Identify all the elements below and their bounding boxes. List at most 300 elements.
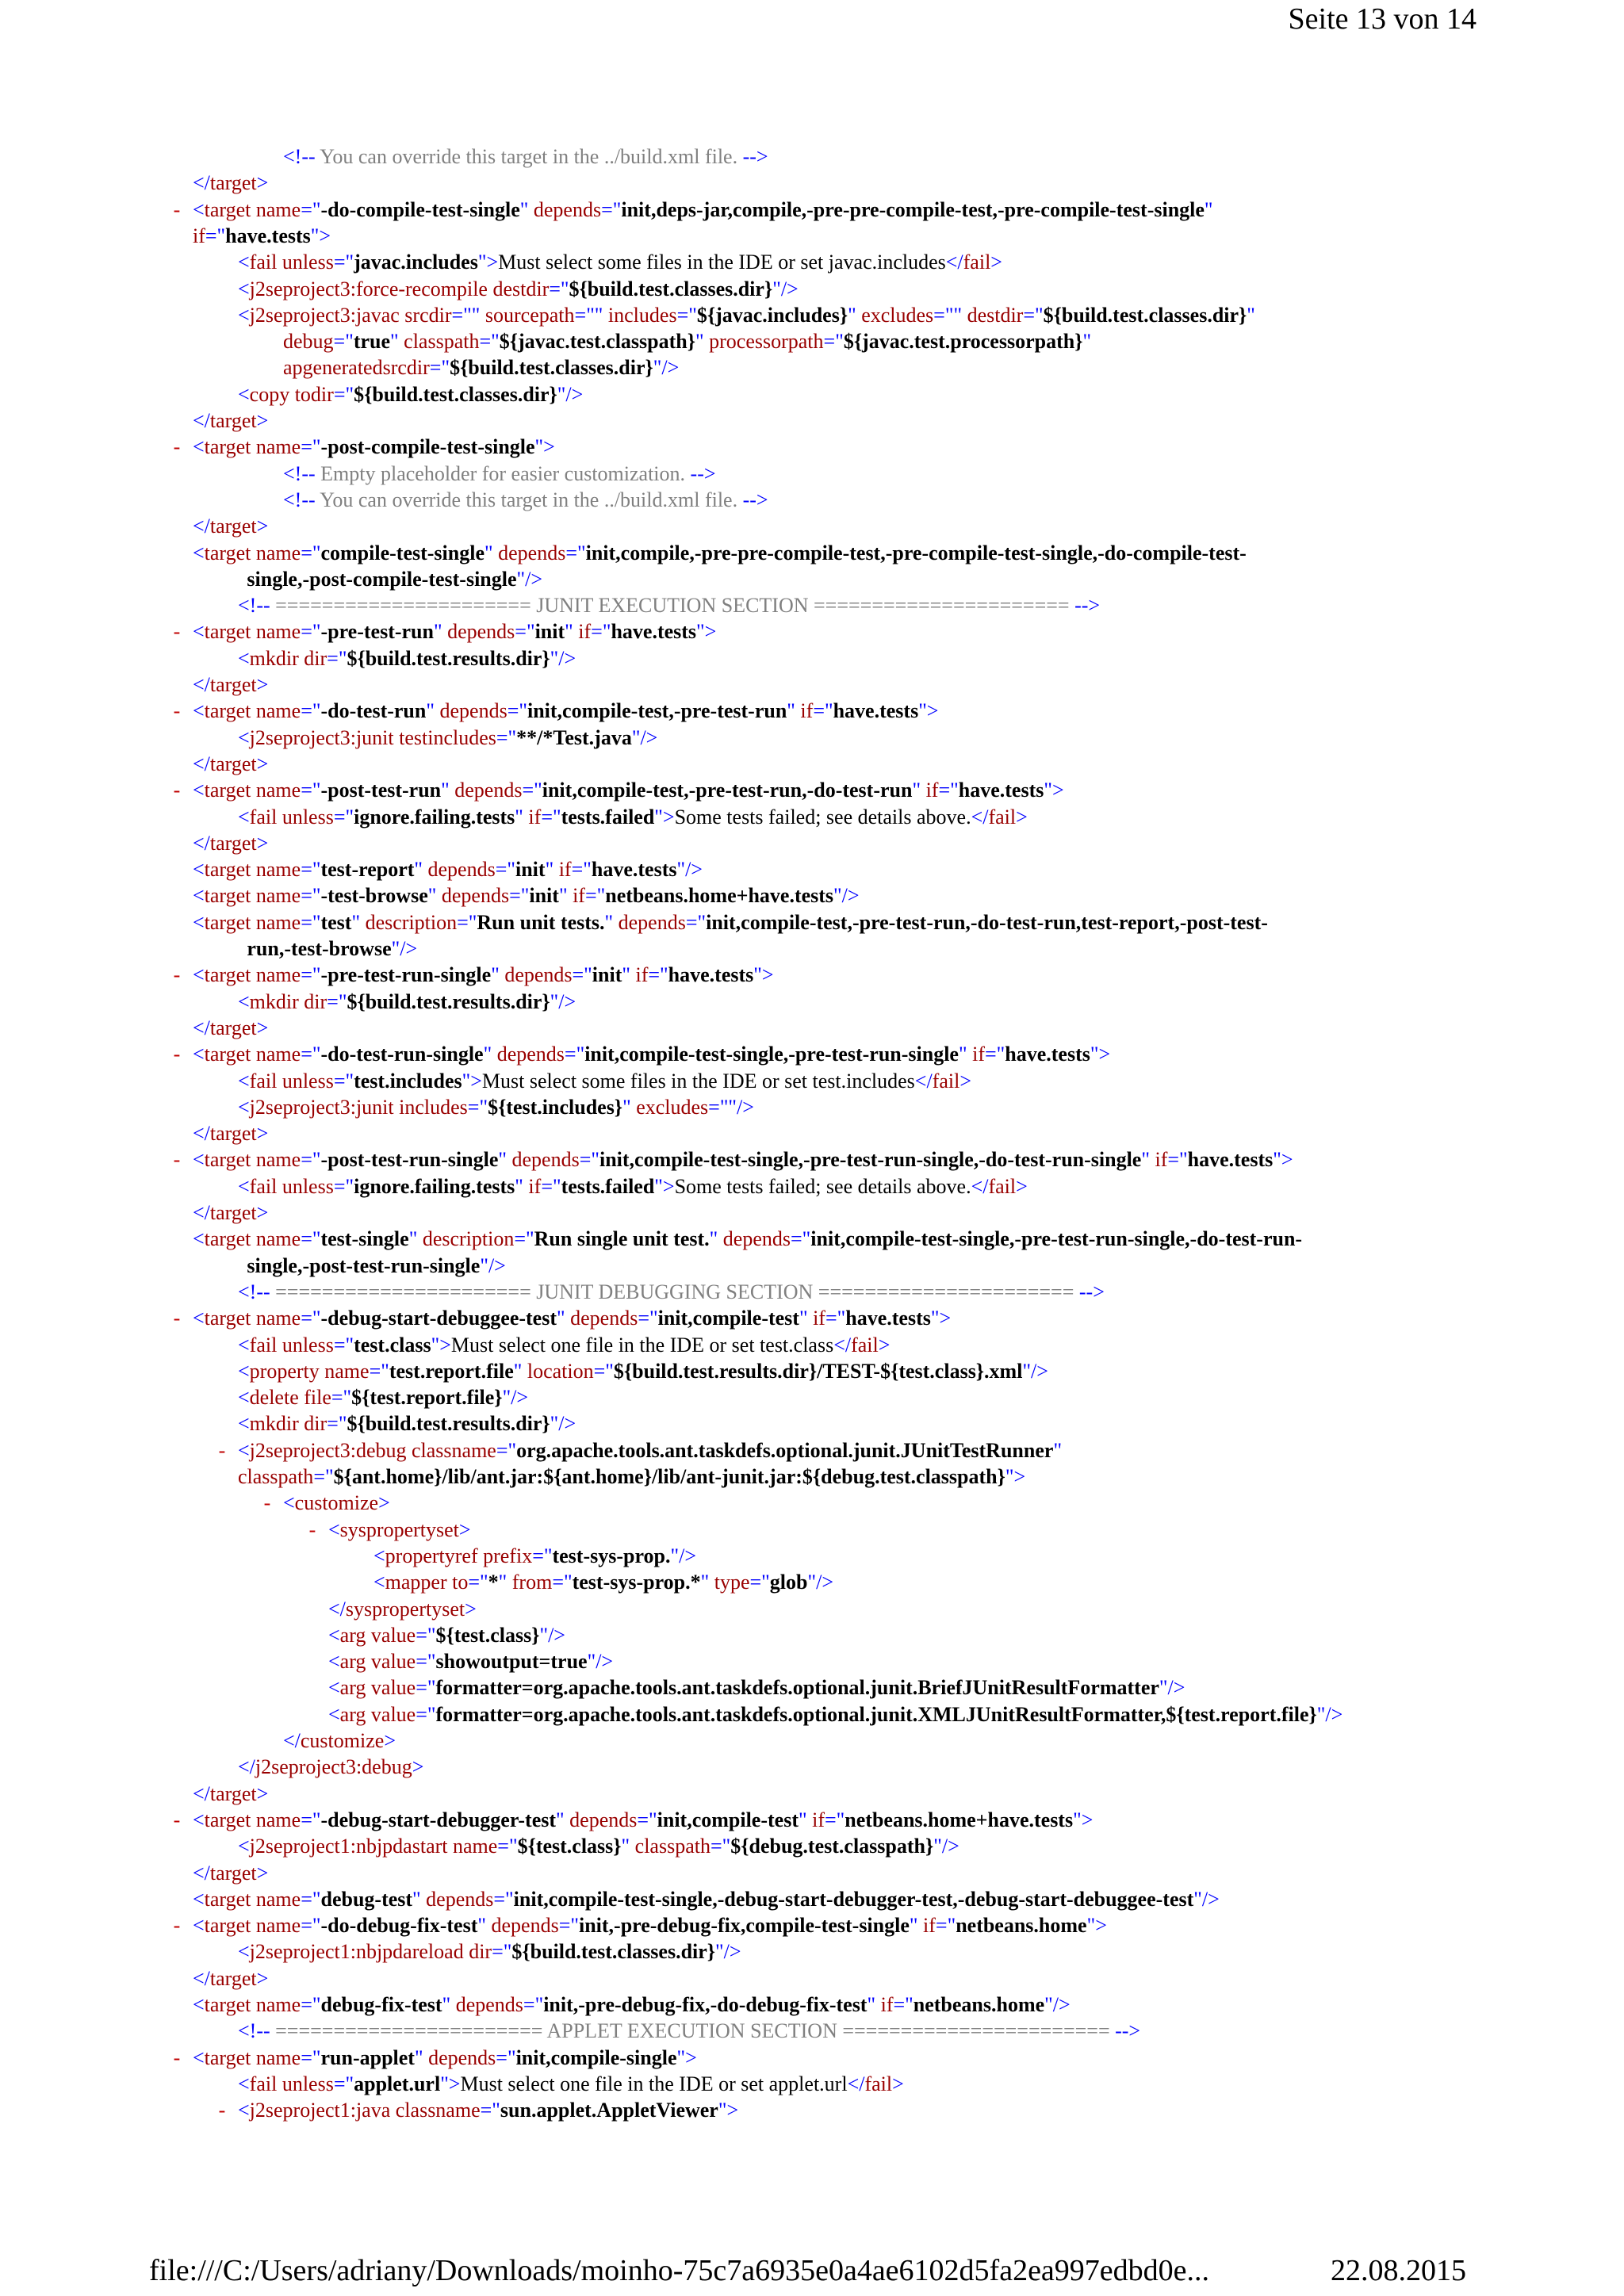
xml-token: =" xyxy=(492,1940,512,1964)
xml-token: ${build.test.classes.dir} xyxy=(569,277,773,300)
xml-token: =" xyxy=(893,1993,914,2016)
xml-code xyxy=(193,170,268,196)
xml-token: < xyxy=(193,1307,205,1330)
xml-token: Must select one file in the IDE or set test.class xyxy=(450,1333,834,1357)
xml-code xyxy=(283,487,768,513)
xml-code xyxy=(238,2097,738,2123)
xml-token: tests.failed xyxy=(561,1174,655,1198)
xml-code xyxy=(193,1886,1220,1912)
xml-token: test.report.file xyxy=(389,1359,514,1383)
xml-token: > xyxy=(1016,1174,1028,1198)
xml-token: " xyxy=(519,197,534,221)
xml-token: "> xyxy=(431,1333,451,1357)
xml-code xyxy=(193,434,555,460)
collapse-toggle[interactable]: - xyxy=(218,1438,226,1462)
xml-token: <!-- xyxy=(238,1280,276,1303)
xml-token: depends xyxy=(455,1993,523,2016)
xml-token: < xyxy=(193,197,205,221)
xml-token: if xyxy=(800,699,814,723)
xml-token: =" xyxy=(301,1887,321,1911)
xml-token: =" xyxy=(457,910,477,934)
xml-token: target name xyxy=(204,541,301,564)
xml-token: if xyxy=(193,224,205,247)
xml-code xyxy=(238,276,799,302)
xml-token: > xyxy=(256,171,269,195)
xml-token: > xyxy=(256,1966,269,1990)
xml-token: =" xyxy=(301,779,321,802)
collapse-toggle[interactable]: - xyxy=(173,435,181,459)
xml-code xyxy=(283,354,679,381)
xml-token: </ xyxy=(328,1597,346,1621)
xml-token: netbeans.home+have.tests xyxy=(605,884,834,908)
xml-token: "/> xyxy=(391,937,418,960)
xml-token: j2seproject1:nbjpdareload dir xyxy=(249,1940,492,1964)
xml-code xyxy=(238,989,576,1015)
xml-token: ${build.test.results.dir} xyxy=(347,989,550,1013)
xml-token: if xyxy=(1155,1148,1168,1172)
collapse-toggle[interactable]: - xyxy=(173,699,181,723)
xml-token: depends xyxy=(618,910,686,934)
xml-token: " xyxy=(414,2045,429,2069)
xml-token: </ xyxy=(193,1122,210,1146)
xml-token: depends xyxy=(498,541,566,564)
xml-token: arg value xyxy=(339,1623,416,1647)
xml-token: "> xyxy=(654,805,675,828)
print-date: 22.08.2015 xyxy=(1331,2254,1466,2287)
xml-token: ${build.test.classes.dir} xyxy=(511,1940,716,1964)
xml-token: -do-debug-fix-test xyxy=(320,1914,478,1938)
xml-token: < xyxy=(193,1887,205,1911)
xml-token: =" xyxy=(333,1174,354,1198)
xml-token: depends xyxy=(426,1887,494,1911)
xml-token: < xyxy=(238,1333,250,1357)
xml-token: < xyxy=(193,541,205,564)
xml-token: </ xyxy=(193,831,210,855)
xml-token: j2seproject3:debug xyxy=(255,1755,412,1779)
xml-token: "/> xyxy=(550,989,576,1013)
xml-code xyxy=(283,328,1091,354)
xml-token: target xyxy=(209,831,257,855)
collapse-toggle[interactable]: - xyxy=(173,620,181,644)
xml-token: "/> xyxy=(631,725,658,749)
xml-token: =" xyxy=(331,1386,352,1410)
xml-code xyxy=(238,645,576,672)
xml-token: -do-compile-test-single xyxy=(320,197,520,221)
xml-code xyxy=(238,1410,576,1437)
xml-token: init,compile-test-single,-pre-test-run-single,-do-test-run- xyxy=(810,1227,1303,1251)
xml-code xyxy=(193,882,860,909)
xml-token: debug-fix-test xyxy=(320,1993,442,2016)
xml-token: test.class xyxy=(354,1333,431,1357)
xml-token: < xyxy=(193,779,205,802)
xml-token: customize xyxy=(300,1729,385,1752)
xml-token: fail unless xyxy=(249,251,334,274)
xml-token: </ xyxy=(238,1755,255,1779)
collapse-toggle[interactable]: - xyxy=(173,1043,181,1066)
xml-token: init,compile-test xyxy=(657,1307,799,1330)
xml-token: =" xyxy=(333,382,354,406)
xml-token: =" xyxy=(333,1069,354,1093)
xml-token: ${build.test.results.dir}/TEST-${test.class}.xml xyxy=(613,1359,1023,1383)
collapse-toggle[interactable]: - xyxy=(173,1307,181,1330)
xml-token: > xyxy=(256,752,269,775)
xml-token: single,-post-compile-test-single xyxy=(247,567,517,591)
xml-token: =" xyxy=(938,779,959,802)
xml-token: have.tests xyxy=(668,963,754,987)
xml-token: * xyxy=(488,1571,499,1594)
xml-token: > xyxy=(256,1122,269,1146)
xml-token: fail unless xyxy=(249,805,334,828)
xml-token: > xyxy=(256,1861,269,1885)
xml-token: --> xyxy=(737,488,768,511)
xml-token: init xyxy=(529,884,559,908)
xml-token: =" xyxy=(301,1993,321,2016)
xml-code xyxy=(193,856,703,882)
xml-token: ${build.test.classes.dir} xyxy=(1043,303,1247,327)
xml-token: depends xyxy=(454,779,523,802)
xml-token: -debug-start-debuggee-test xyxy=(320,1307,557,1330)
xml-token: "> xyxy=(696,620,717,644)
xml-token: =" xyxy=(493,1887,514,1911)
xml-token: --> xyxy=(1074,1280,1105,1303)
xml-token: target xyxy=(209,1966,257,1990)
collapse-toggle[interactable]: - xyxy=(308,1517,316,1541)
xml-token: "/> xyxy=(1193,1887,1220,1911)
xml-token: =" xyxy=(984,1043,1005,1066)
xml-token: target name xyxy=(204,620,301,644)
xml-code xyxy=(328,1648,613,1674)
page-number: Seite 13 von 14 xyxy=(1288,2,1477,36)
xml-token: < xyxy=(238,303,250,327)
xml-token: "/> xyxy=(670,1544,697,1567)
xml-token: " xyxy=(414,858,428,882)
xml-token: "/> xyxy=(715,1940,741,1964)
xml-token: ${test.class} xyxy=(517,1835,622,1858)
xml-token: Some tests failed; see details above. xyxy=(674,1174,971,1198)
xml-token: target xyxy=(209,409,257,432)
xml-code xyxy=(193,1146,1293,1173)
xml-token: have.tests xyxy=(591,858,677,882)
xml-code xyxy=(193,1781,268,1807)
xml-token: " xyxy=(515,1174,529,1198)
collapse-toggle[interactable]: - xyxy=(173,1148,181,1172)
xml-token: =" xyxy=(301,884,321,908)
xml-code xyxy=(238,1938,741,1965)
xml-token: target name xyxy=(204,197,301,221)
xml-token: =" xyxy=(497,1835,518,1858)
xml-token: =" xyxy=(749,1571,770,1594)
xml-token: target xyxy=(209,752,257,775)
xml-token: netbeans.home xyxy=(913,1993,1045,2016)
xml-token: fail xyxy=(864,2072,893,2095)
xml-token: " xyxy=(604,910,619,934)
xml-token: =" xyxy=(825,1307,846,1330)
xml-token: =" xyxy=(532,1544,553,1567)
xml-token: "> xyxy=(654,1174,675,1198)
xml-token: < xyxy=(238,725,250,749)
xml-token: "> xyxy=(930,1307,952,1330)
xml-token: depends xyxy=(722,1227,791,1251)
xml-token: true xyxy=(353,330,391,354)
xml-token: </ xyxy=(193,1781,210,1805)
xml-token: " xyxy=(515,805,529,828)
xml-token: =" xyxy=(676,303,697,327)
xml-token: =" xyxy=(648,963,668,987)
xml-token: mkdir dir xyxy=(249,989,327,1013)
xml-token: ${ant.home}/lib/ant.jar:${ant.home}/lib/ant-junit.jar:${debug.test.classpath} xyxy=(333,1465,1005,1488)
xml-code xyxy=(193,751,268,777)
collapse-toggle[interactable]: - xyxy=(173,2045,181,2069)
xml-token: -test-browse xyxy=(320,884,428,908)
xml-token: ${debug.test.classpath} xyxy=(730,1835,934,1858)
xml-code xyxy=(193,1015,268,1041)
collapse-toggle[interactable]: - xyxy=(263,1491,271,1515)
xml-token: test-sys-prop. xyxy=(552,1544,671,1567)
xml-token: formatter=org.apache.tools.ant.taskdefs.optional.junit.XMLJUnitResultFormatter,${test.report.file} xyxy=(435,1702,1317,1726)
xml-token: init,deps-jar,compile,-pre-pre-compile-test,-pre-compile-test-single xyxy=(621,197,1205,221)
xml-token: init,compile,-pre-pre-compile-test,-pre-compile-test-single,-do-compile-test- xyxy=(585,541,1247,564)
xml-token: < xyxy=(328,1676,340,1700)
xml-token: property name xyxy=(249,1359,370,1383)
collapse-toggle[interactable]: - xyxy=(173,1808,181,1831)
xml-code xyxy=(238,2071,904,2097)
xml-token: depends xyxy=(428,2045,496,2069)
xml-token: =" xyxy=(327,1412,347,1436)
xml-code xyxy=(373,1569,833,1595)
collapse-toggle[interactable]: - xyxy=(218,2099,226,2122)
xml-token: if xyxy=(635,963,649,987)
xml-token: target name xyxy=(204,1993,301,2016)
xml-token: > xyxy=(378,1491,390,1515)
xml-token: > xyxy=(256,831,269,855)
xml-token: "> xyxy=(918,699,939,723)
xml-token: =" xyxy=(301,435,321,459)
xml-token: "/> xyxy=(539,1623,565,1647)
xml-code xyxy=(193,540,1247,566)
xml-token: syspropertyset xyxy=(345,1597,465,1621)
xml-token: < xyxy=(238,1174,250,1198)
xml-token: if xyxy=(813,1307,825,1330)
xml-token: =" xyxy=(429,356,450,380)
xml-token: < xyxy=(238,277,250,300)
xml-code xyxy=(238,302,1255,328)
xml-token: " xyxy=(700,1571,714,1594)
xml-token: j2seproject3:junit includes xyxy=(249,1095,468,1119)
xml-token: apgeneratedsrcdir xyxy=(283,356,430,380)
xml-token: excludes xyxy=(861,303,934,327)
xml-token: if xyxy=(528,1174,542,1198)
xml-token: =" xyxy=(313,1465,334,1488)
collapse-toggle[interactable]: - xyxy=(173,779,181,802)
xml-token: </ xyxy=(193,1016,210,1039)
xml-token: " xyxy=(408,1227,423,1251)
file-path: file:///C:/Users/adriany/Downloads/moinho-75c7a6935e0a4ae6102d5fa2ea997edbd0e... xyxy=(149,2254,1210,2287)
xml-token: > xyxy=(256,1201,269,1224)
xml-token: "/> xyxy=(772,277,799,300)
xml-token: =" xyxy=(496,725,517,749)
xml-code xyxy=(238,381,583,408)
xml-token: depends xyxy=(504,963,573,987)
xml-token: if xyxy=(558,858,572,882)
xml-token: fail unless xyxy=(249,2072,334,2095)
xml-token: </ xyxy=(193,1861,210,1885)
xml-token: < xyxy=(238,1095,250,1119)
xml-token: </ xyxy=(193,673,210,696)
xml-token: > xyxy=(256,409,269,432)
xml-token: </ xyxy=(971,805,989,828)
collapse-toggle[interactable]: - xyxy=(173,1914,181,1938)
xml-token: target xyxy=(209,673,257,696)
xml-token: > xyxy=(256,1781,269,1805)
collapse-toggle[interactable]: - xyxy=(173,963,181,987)
xml-token: arg value xyxy=(339,1702,416,1726)
xml-token: > xyxy=(1016,805,1028,828)
xml-token: =" xyxy=(514,1227,534,1251)
xml-token: =" xyxy=(416,1650,436,1674)
xml-token: "> xyxy=(1090,1043,1111,1066)
xml-token: ${build.test.classes.dir} xyxy=(450,356,653,380)
xml-token: > xyxy=(412,1755,424,1779)
xml-token: init,compile-test,-pre-test-run xyxy=(527,699,787,723)
xml-code xyxy=(238,1094,754,1120)
xml-token: have.tests xyxy=(958,779,1044,802)
xml-token: < xyxy=(193,963,205,987)
xml-code xyxy=(193,408,268,434)
xml-token: =" xyxy=(935,1914,956,1938)
xml-token: =" xyxy=(416,1623,436,1647)
xml-token: classpath xyxy=(404,330,480,354)
xml-token: showoutput=true xyxy=(435,1650,588,1674)
xml-code xyxy=(373,1543,696,1569)
xml-token: "/> xyxy=(1022,1359,1048,1383)
xml-token: have.tests xyxy=(1187,1148,1274,1172)
xml-token: init xyxy=(534,620,565,644)
xml-token: " xyxy=(867,1993,881,2016)
xml-token: =" xyxy=(571,858,592,882)
xml-token: processorpath xyxy=(709,330,824,354)
xml-token: " xyxy=(1141,1148,1155,1172)
xml-token: "/> xyxy=(933,1835,959,1858)
xml-token: You can override this target in the ../build.xml file. xyxy=(320,145,738,168)
xml-token: "> xyxy=(718,2099,739,2122)
xml-token: =" xyxy=(301,197,321,221)
xml-token: depends xyxy=(441,884,510,908)
xml-token: debug xyxy=(283,330,334,354)
xml-token: test-single xyxy=(320,1227,409,1251)
xml-token: =" xyxy=(468,1571,488,1594)
xml-token: < xyxy=(238,1438,250,1462)
xml-token: " xyxy=(557,1307,571,1330)
xml-token: < xyxy=(238,1940,250,1964)
xml-token: < xyxy=(193,435,205,459)
xml-token: arg value xyxy=(339,1650,416,1674)
xml-token: <!-- xyxy=(283,461,321,485)
xml-code xyxy=(193,618,716,645)
xml-token: target xyxy=(209,1781,257,1805)
xml-token: ====================== JUNIT DEBUGGING SECTION ====================== xyxy=(275,1280,1074,1303)
xml-token: "> xyxy=(534,435,555,459)
xml-code xyxy=(238,249,1002,275)
xml-token: depends xyxy=(447,620,515,644)
xml-token: </ xyxy=(193,515,210,538)
xml-token: ====================== JUNIT EXECUTION SECTION ====================== xyxy=(275,594,1070,618)
xml-token: j2seproject1:nbjpdastart name xyxy=(249,1835,498,1858)
xml-token: "/> xyxy=(1316,1702,1343,1726)
xml-token: <!-- xyxy=(283,488,320,511)
xml-token: -debug-start-debugger-test xyxy=(320,1808,557,1831)
xml-code xyxy=(193,962,774,988)
xml-code xyxy=(238,1332,890,1358)
xml-code xyxy=(193,1200,268,1226)
xml-token: type xyxy=(714,1571,750,1594)
xml-token: =" xyxy=(710,1835,731,1858)
xml-token: debug-test xyxy=(320,1887,413,1911)
xml-token: =" xyxy=(638,1307,658,1330)
xml-token: target name xyxy=(204,1887,301,1911)
xml-token: < xyxy=(238,1359,250,1383)
xml-code xyxy=(193,1807,1093,1833)
xml-token: <!-- xyxy=(238,594,276,618)
xml-code xyxy=(238,2018,1140,2044)
xml-token: =" xyxy=(205,224,226,247)
xml-token: =" xyxy=(791,1227,811,1251)
xml-token: ="" xyxy=(933,303,967,327)
xml-token: =" xyxy=(685,910,707,934)
xml-token: depends xyxy=(496,1043,565,1066)
xml-token: <!-- xyxy=(283,145,320,168)
xml-token: includes xyxy=(607,303,677,327)
xml-token: " xyxy=(1082,330,1092,354)
xml-code xyxy=(328,1622,565,1648)
xml-token: > xyxy=(458,1517,471,1541)
xml-code xyxy=(193,672,268,698)
xml-token: ${javac.includes} xyxy=(696,303,848,327)
xml-code xyxy=(193,2045,697,2071)
xml-token: ignore.failing.tests xyxy=(354,1174,515,1198)
xml-token: ${test.includes} xyxy=(488,1095,623,1119)
xml-token: =" xyxy=(333,330,354,354)
xml-token: init xyxy=(515,858,546,882)
xml-token: " xyxy=(390,330,404,354)
xml-token: "> xyxy=(1073,1808,1094,1831)
xml-token: mkdir dir xyxy=(249,646,327,670)
xml-token: =" xyxy=(637,1808,657,1831)
xml-token: < xyxy=(238,805,250,828)
collapse-toggle[interactable]: - xyxy=(173,197,181,221)
xml-token: if xyxy=(573,884,585,908)
xml-token: j2seproject3:debug classname xyxy=(249,1438,496,1462)
xml-token: ${test.report.file} xyxy=(351,1386,503,1410)
xml-token: =" xyxy=(558,1914,579,1938)
xml-token: =" xyxy=(333,251,354,274)
xml-token: target name xyxy=(204,963,301,987)
xml-token: " xyxy=(622,963,636,987)
xml-code xyxy=(238,804,1028,830)
xml-code xyxy=(238,592,1100,618)
xml-token: =" xyxy=(327,989,347,1013)
xml-code xyxy=(247,936,417,962)
xml-token: < xyxy=(193,2045,205,2069)
xml-token: =" xyxy=(552,1571,573,1594)
xml-code xyxy=(328,1517,471,1543)
xml-code xyxy=(328,1596,477,1622)
xml-token: =" xyxy=(541,805,561,828)
xml-token: =" xyxy=(333,2072,354,2095)
xml-token: init xyxy=(592,963,622,987)
xml-token: < xyxy=(238,2099,250,2122)
xml-token: < xyxy=(238,989,250,1013)
xml-token: fail unless xyxy=(249,1174,334,1198)
